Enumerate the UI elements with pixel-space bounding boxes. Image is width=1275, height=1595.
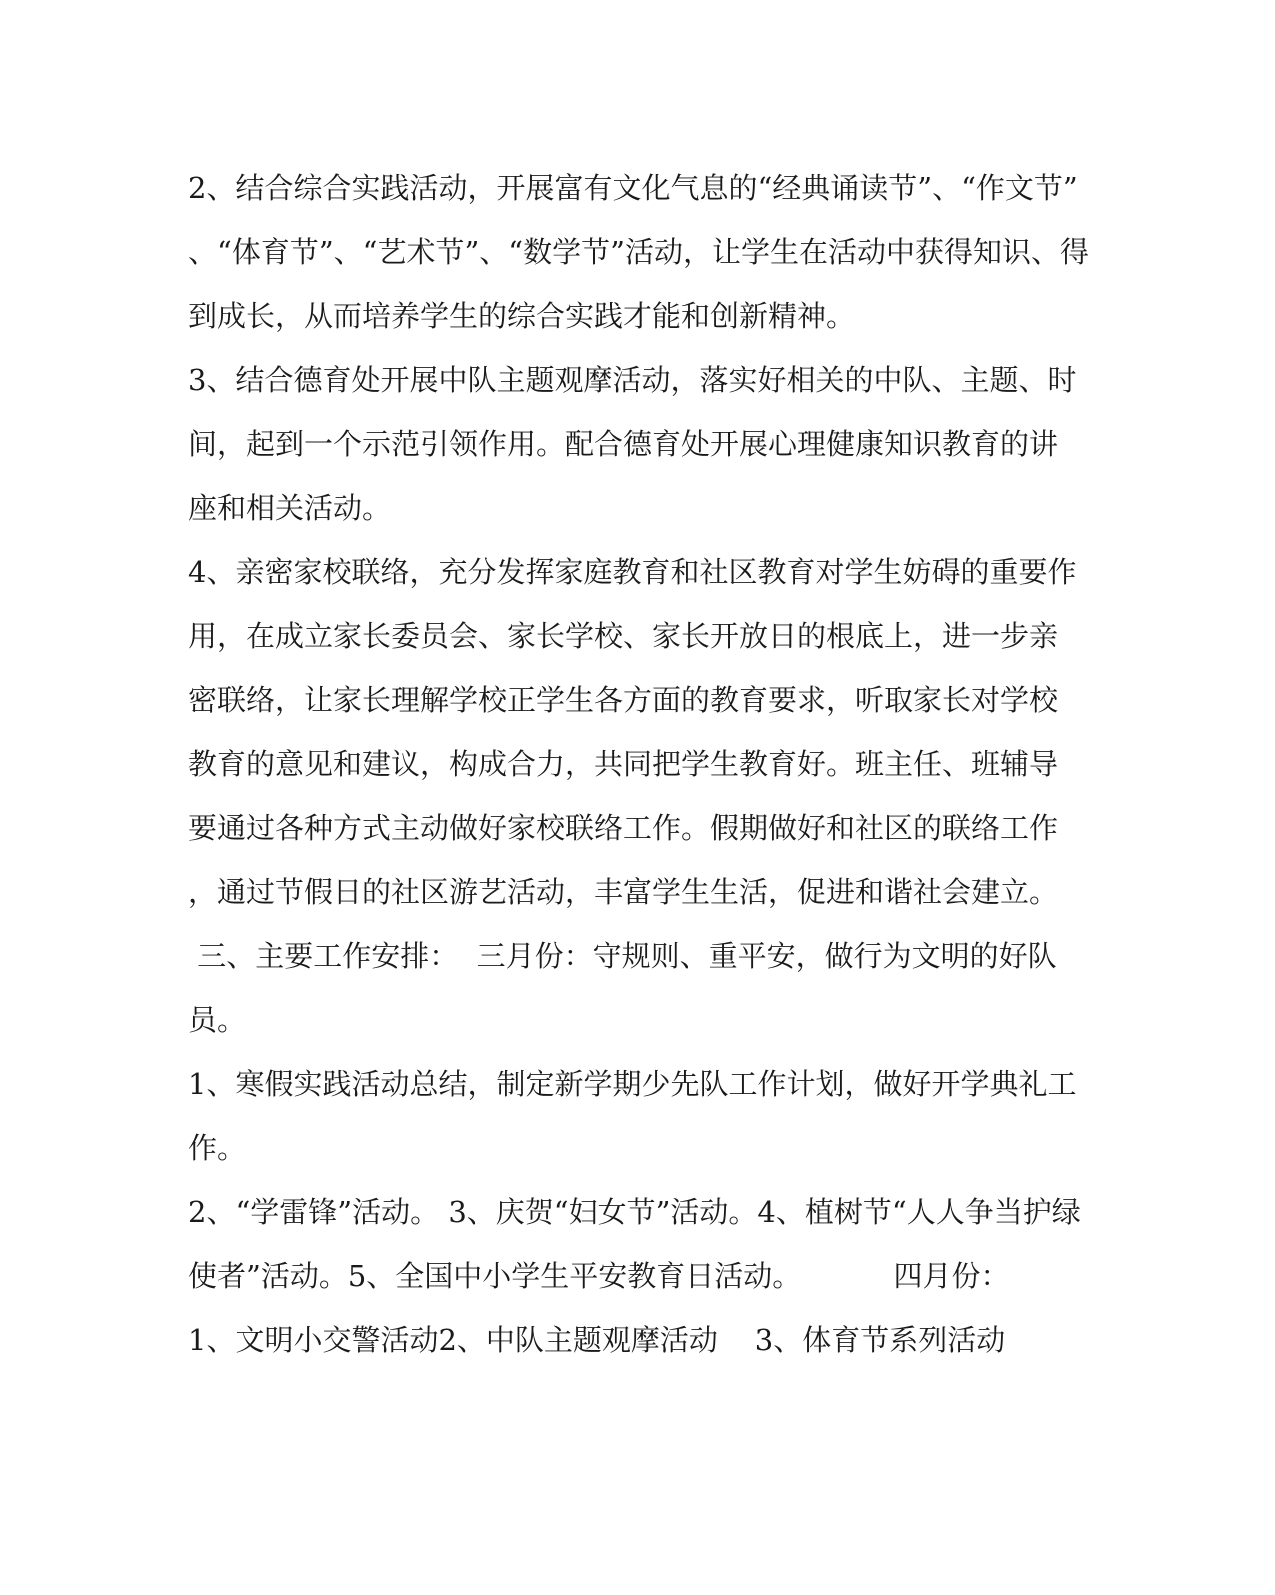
text-line: ，通过节假日的社区游艺活动，丰富学生生活，促进和谐社会建立。 [188,875,1059,909]
text-line: 、“体育节”、“艺术节”、“数学节”活动，让学生在活动中获得知识、得 [188,235,1089,269]
text-line: 作。 [188,1131,247,1165]
document-body [188,156,1088,1372]
text-line: 2、“学雷锋”活动。 3、庆贺“妇女节”活动。4、植树节“人人争当护绿 [188,1195,1081,1229]
text-line: 到成长，从而培养学生的综合实践才能和创新精神。 [188,299,856,333]
text-line: 1、寒假实践活动总结，制定新学期少先队工作计划，做好开学典礼工 [188,1067,1077,1101]
section-heading-line: 三、主要工作安排： 三月份：守规则、重平安，做行为文明的好队 [188,939,1057,973]
text-line: 3、结合德育处开展中队主题观摩活动，落实好相关的中队、主题、时 [188,363,1077,397]
text-line: 2、结合综合实践活动，开展富有文化气息的“经典诵读节”、“作文节” [188,171,1078,205]
text-line: 4、亲密家校联络，充分发挥家庭教育和社区教育对学生妨碍的重要作 [188,555,1077,589]
text-line: 教育的意见和建议，构成合力，共同把学生教育好。班主任、班辅导 [188,747,1059,781]
text-line: 使者”活动。5、全国中小学生平安教育日活动。 四月份： [188,1259,1010,1293]
text-line: 座和相关活动。 [188,491,392,525]
text-line: 员。 [188,1003,247,1037]
text-line: 间，起到一个示范引领作用。配合德育处开展心理健康知识教育的讲 [188,427,1059,461]
text-line: 密联络，让家长理解学校正学生各方面的教育要求，听取家长对学校 [188,683,1059,717]
text-line: 要通过各种方式主动做好家校联络工作。假期做好和社区的联络工作 [188,811,1059,845]
text-line: 用，在成立家长委员会、家长学校、家长开放日的根底上，进一步亲 [188,619,1059,653]
text-line: 1、文明小交警活动2、中队主题观摩活动 3、体育节系列活动 [188,1323,1006,1357]
